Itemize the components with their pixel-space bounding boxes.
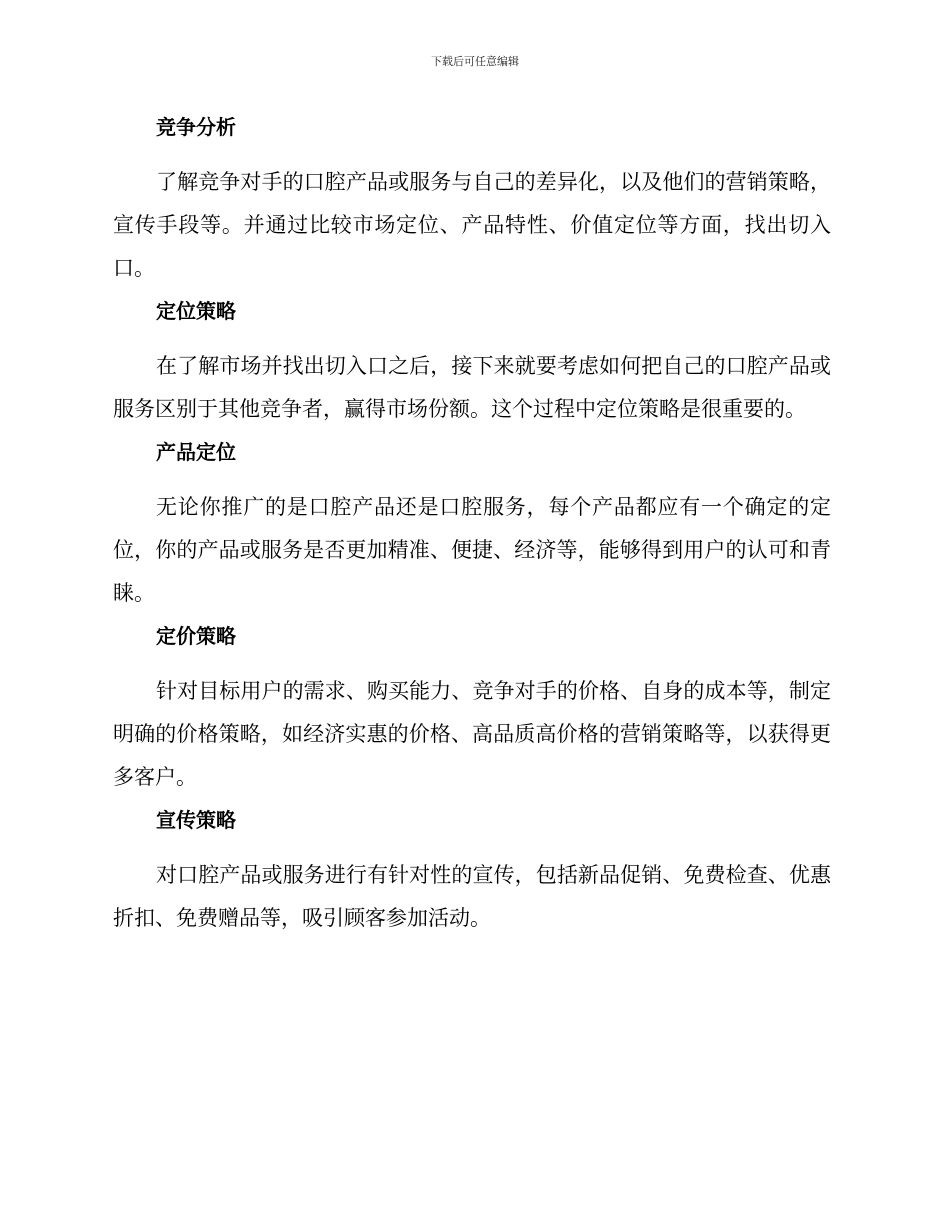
page-header-note: 下载后可任意编辑 [431, 55, 519, 68]
section-heading: 竞争分析 [156, 115, 236, 139]
section-product-positioning [113, 437, 831, 615]
section-heading: 产品定位 [156, 440, 236, 464]
section-paragraph: 对口腔产品或服务进行有针对性的宣传，包括新品促销、免费检查、优惠折扣、免费赠品等，吸引顾客参加活动。 [113, 863, 831, 930]
section-heading: 定价策略 [156, 624, 236, 648]
section-pricing-strategy [113, 621, 831, 799]
section-heading: 宣传策略 [156, 808, 236, 832]
section-paragraph: 在了解市场并找出切入口之后，接下来就要考虑如何把自己的口腔产品或服务区别于其他竞争者，赢得市场份额。这个过程中定位策略是很重要的。 [113, 354, 831, 421]
document-content [113, 112, 831, 946]
section-paragraph: 针对目标用户的需求、购买能力、竞争对手的价格、自身的成本等，制定明确的价格策略，如经济实惠的价格、高品质高价格的营销策略等，以获得更多客户。 [113, 679, 831, 789]
section-paragraph: 了解竞争对手的口腔产品或服务与自己的差异化，以及他们的营销策略，宣传手段等。并通过比较市场定位、产品特性、价值定位等方面，找出切入口。 [113, 170, 831, 280]
section-competition-analysis [113, 112, 831, 290]
section-positioning-strategy [113, 296, 831, 431]
section-paragraph: 无论你推广的是口腔产品还是口腔服务，每个产品都应有一个确定的定位，你的产品或服务是否更加精准、便捷、经济等，能够得到用户的认可和青睐。 [113, 495, 831, 605]
section-heading: 定位策略 [156, 299, 236, 323]
section-promotion-strategy [113, 805, 831, 940]
